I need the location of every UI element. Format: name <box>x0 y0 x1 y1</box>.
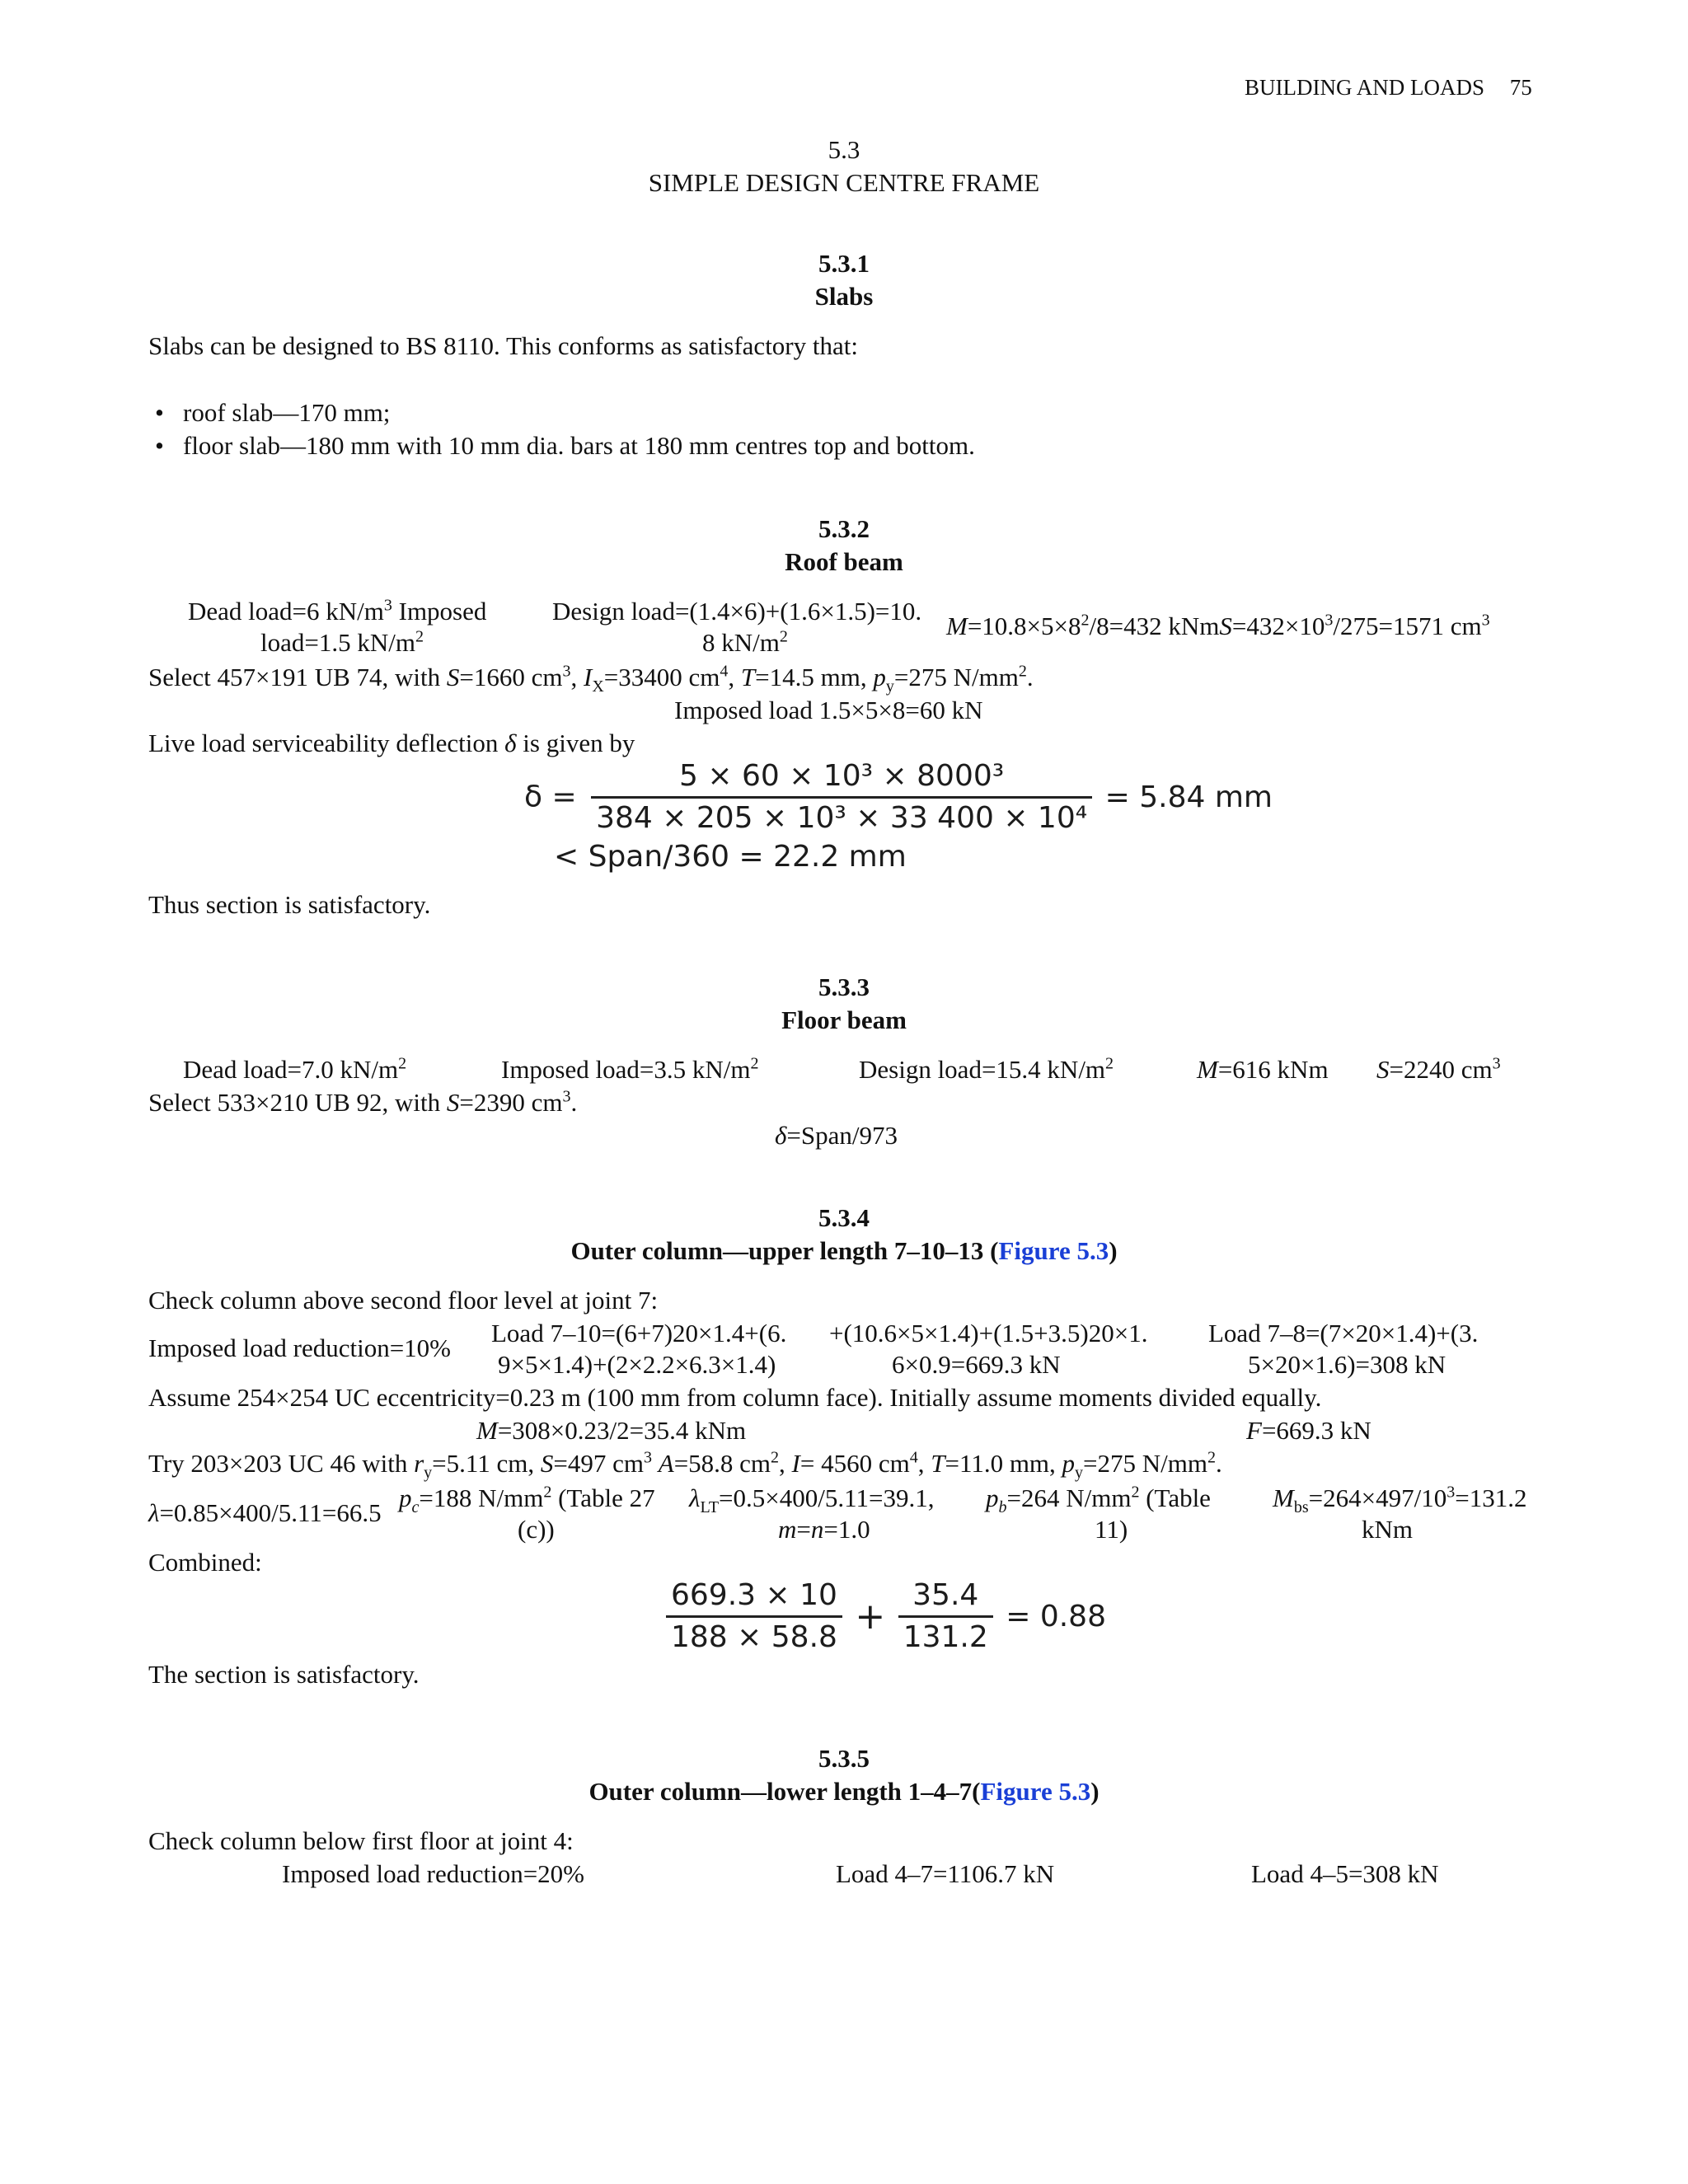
floor-select-section: Select 533×210 UB 92, with S=2390 $cm^3$. <box>148 1087 578 1117</box>
section-number: 5.3 <box>828 135 860 164</box>
subsection-5-3-3-number: 5.3.3 <box>818 972 870 1001</box>
subsection-5-3-1-number: 5.3.1 <box>818 249 870 278</box>
eq-combined-result: = 0.88 <box>1006 1599 1106 1633</box>
eccentricity-assumption: Assume 254×254 UC eccentricity=0.23 m (100 mm from column face). Initially assume moments divided equally. <box>148 1383 1322 1412</box>
upper-conclusion: The section is satisfactory. <box>148 1660 420 1689</box>
eq-moment-numerator: 35.4 <box>898 1576 993 1618</box>
bullet-floor-slab: floor slab—180 mm with 10 mm dia. bars at 180 mm centres top and bottom. <box>183 431 975 460</box>
bullet-icon: • <box>155 398 164 427</box>
roof-conclusion: Thus section is satisfactory. <box>148 890 431 919</box>
eq-axial-fraction <box>666 1576 842 1657</box>
subsection-5-3-3-title: Floor beam <box>781 1005 907 1034</box>
load-7-8-line2: 5×20×1.6)=308 kN <box>1248 1350 1447 1379</box>
upper-force: F=669.3 kN <box>1246 1416 1372 1445</box>
load-4-7: Load 4–7=1106.7 kN <box>836 1859 1055 1888</box>
upper-moment: M=308×0.23/2=35.4 kNm <box>476 1416 747 1445</box>
eq-denominator: 384 × 205 × 10³ × 33 400 × 10⁴ <box>596 801 1088 835</box>
page-number: 75 <box>1509 75 1532 100</box>
roof-moment-modulus: $M=10.8\times 5\times 8^2/8=432$ $kNmS=432\times 10^3/275=1571$ $cm^3$ <box>946 611 1490 640</box>
eq-result: = 5.84 mm <box>1104 780 1273 814</box>
load-7-10-line2: 9×5×1.4)+(2×2.2×6.3×1.4) <box>498 1350 776 1379</box>
subsection-5-3-5-number: 5.3.5 <box>818 1744 870 1773</box>
figure-5-3-link[interactable]: Figure 5.3 <box>998 1236 1109 1265</box>
eq-plus: + <box>855 1595 886 1638</box>
roof-imposed-total: Imposed load 1.5×5×8=60 kN <box>674 696 983 724</box>
buckling-resistance-moment: $M_{bs}=264\times 497/10^3=131.2$ <box>1273 1483 1527 1517</box>
eq-moment-fraction <box>898 1576 993 1657</box>
buckling-resistance-moment-unit: kNm <box>1362 1515 1413 1544</box>
slabs-intro: Slabs can be designed to BS 8110. This conforms as satisfactory that: <box>148 331 858 360</box>
eq-axial-numerator: 669.3 × 10 <box>666 1576 842 1618</box>
deflection-intro: Live load serviceability deflection δ is given by <box>148 729 635 757</box>
bullet-roof-slab: roof slab—170 mm; <box>183 398 391 427</box>
subsection-5-3-5-title: Outer column—lower length 1–4–7(Figure 5.3) <box>588 1777 1100 1806</box>
figure-5-3-link[interactable]: Figure 5.3 <box>980 1777 1091 1806</box>
subsection-5-3-1-title: Slabs <box>814 282 874 311</box>
try-section: Try 203×203 UC 46 with $r_y=5.11$ cm, S=497 $cm^3$ A=58.8 $cm^2$, I= 4560 $cm^4$, T=11.0 mm, $p_y=275$ $N/mm^2$. <box>148 1448 1222 1483</box>
subsection-5-3-2-number: 5.3.2 <box>818 514 870 543</box>
deflection-limit: < Span/360 = 22.2 mm <box>554 840 907 874</box>
lower-column-check: Check column below first floor at joint 4: <box>148 1826 574 1855</box>
floor-imposed-load: Imposed load=3.5 $kN/m^2$ <box>501 1054 759 1084</box>
subsection-5-3-4-number: 5.3.4 <box>818 1203 870 1232</box>
moment-factors: m=n=1.0 <box>778 1515 870 1544</box>
running-head-title: BUILDING AND LOADS <box>1245 75 1484 100</box>
lateral-torsional-slenderness: $\lambda_{LT}=0.5\times 400/5.11=39.1$, <box>689 1483 935 1517</box>
upper-imposed-reduction: Imposed load reduction=10% <box>148 1333 452 1362</box>
roof-imposed-load: load=1.5 $kN/m^2$ <box>260 627 424 657</box>
subsection-5-3-4-title: Outer column—upper length 7–10–13 (Figure 5.3) <box>570 1236 1118 1265</box>
roof-select-section: Select 457×191 UB 74, with S=1660 $cm^3$, $I_X=33400$ $cm^4$, T=14.5 mm, $p_y=275$ $N/mm^2$. <box>148 662 1034 696</box>
compressive-strength: $p_c=188$ $N/mm^2$ (Table 27 <box>399 1483 655 1517</box>
lower-imposed-reduction: Imposed load reduction=20% <box>282 1859 585 1888</box>
eq-axial-denominator: 188 × 58.8 <box>671 1620 837 1654</box>
floor-design-load: Design load=15.4 $kN/m^2$ <box>859 1054 1114 1084</box>
section-title: SIMPLE DESIGN CENTRE FRAME <box>648 168 1040 197</box>
slenderness-ratio: λ=0.85×400/5.11=66.5 <box>148 1498 382 1527</box>
eq-delta-lhs: δ = <box>524 780 577 814</box>
roof-design-load: Design load=(1.4×6)+(1.6×1.5)=10. <box>552 597 922 626</box>
roof-dead-load: Dead load=6 $kN/m^3$ Imposed <box>188 596 487 626</box>
eq-moment-denominator: 131.2 <box>903 1620 988 1654</box>
load-7-10-line1: Load 7–10=(6+7)20×1.4+(6. <box>491 1319 787 1347</box>
bending-strength-cont: 11) <box>1095 1515 1128 1544</box>
floor-modulus: S=2240 $cm^3$ <box>1376 1054 1501 1084</box>
eq-fraction <box>591 757 1092 838</box>
eq-numerator: 5 × 60 × 10³ × 8000³ <box>591 757 1092 799</box>
compressive-strength-cont: (c)) <box>518 1515 555 1544</box>
load-4-5: Load 4–5=308 kN <box>1251 1859 1439 1888</box>
deflection-equation <box>524 757 1273 838</box>
subsection-5-3-2-title: Roof beam <box>785 547 903 576</box>
load-7-8-line1: Load 7–8=(7×20×1.4)+(3. <box>1208 1319 1479 1347</box>
floor-dead-load: Dead load=7.0 $kN/m^2$ <box>183 1054 407 1084</box>
combined-label: Combined: <box>148 1548 262 1577</box>
upper-column-check: Check column above second floor level at joint 7: <box>148 1286 659 1315</box>
floor-moment: M=616 kNm <box>1197 1055 1329 1084</box>
combined-equation <box>666 1576 1106 1657</box>
bullet-icon: • <box>155 431 164 460</box>
load-7-10-cont-line2: 6×0.9=669.3 kN <box>892 1350 1061 1379</box>
load-7-10-cont-line1: +(10.6×5×1.4)+(1.5+3.5)20×1. <box>829 1319 1148 1347</box>
roof-design-load-cont: 8 $kN/m^2$ <box>702 627 788 657</box>
running-head <box>1245 71 1532 104</box>
bending-strength: $p_b=264$ $N/mm^2$ (Table <box>986 1483 1211 1517</box>
floor-deflection: δ=Span/973 <box>775 1121 898 1150</box>
